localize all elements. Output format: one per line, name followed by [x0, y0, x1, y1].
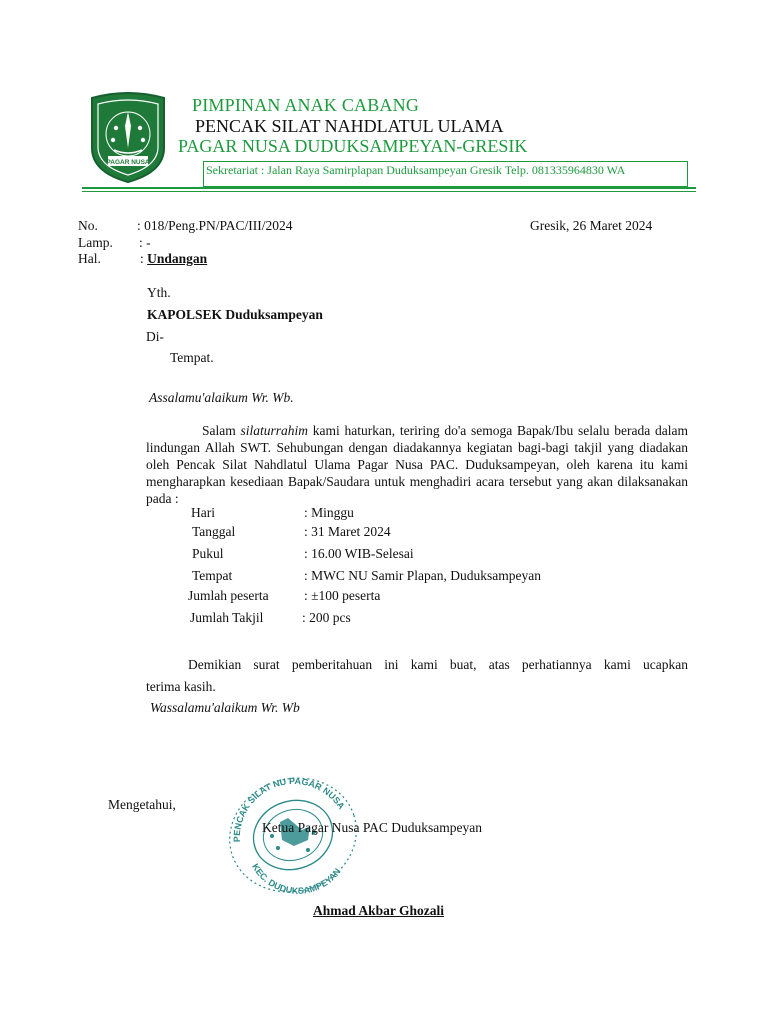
no-value: : 018/Peng.PN/PAC/III/2024 [137, 218, 293, 233]
organization-logo [86, 92, 170, 184]
recipient-di: Di- [146, 329, 164, 344]
header-line-1: PIMPINAN ANAK CABANG [192, 95, 420, 115]
para-start: Salam [202, 423, 241, 438]
para-rest: kami haturkan, teriring do'a semoga Bapak/Ibu selalu berada dalam lindungan Allah SWT. Sehubungan dengan diadakannya kegiatan bagi-bagi takjil yang diadakan oleh Pencak Silat Nahdlatul Ulama Pagar Nusa PAC. Duduksampeyan, oleh karena itu kami mengharapkan kesediaan Bapak/Saudara untuk menghadiri acara tersebut yang akan dilaksanakan pada : [146, 423, 688, 506]
lamp-value: : - [139, 235, 151, 250]
stamp-text-bottom: KEC. DUDUKSAMPEYAN [250, 861, 343, 896]
detail-label-pukul: Pukul [192, 546, 224, 561]
header-line-2: PENCAK SILAT NAHDLATUL ULAMA [195, 116, 504, 136]
signatory-name: Ahmad Akbar Ghozali [313, 903, 445, 918]
detail-value-pukul: : 16.00 WIB-Selesai [304, 546, 414, 561]
hal-value [140, 251, 207, 267]
para-italic: silaturrahim [240, 423, 309, 438]
farewell: Wassalamu'alaikum Wr. Wb [150, 700, 300, 715]
detail-value-tanggal: : 31 Maret 2024 [304, 524, 391, 539]
recipient-tempat: Tempat. [170, 350, 214, 365]
svg-text:KEC. DUDUKSAMPEYAN [250, 862, 342, 896]
detail-value-hari: : Minggu [304, 505, 354, 520]
hal-label: Hal. [78, 251, 101, 266]
detail-label-tanggal: Tanggal [192, 524, 236, 539]
lamp-label: Lamp. [78, 235, 113, 250]
recipient-yth: Yth. [147, 285, 171, 300]
closing-line-2: terima kasih. [146, 679, 216, 694]
detail-label-takjil: Jumlah Takjil [190, 610, 264, 625]
svg-text:PAGAR NUSA: PAGAR NUSA [106, 159, 150, 166]
detail-label-tempat: Tempat [192, 568, 233, 583]
header-rule-thick [82, 187, 696, 189]
place-date: Gresik, 26 Maret 2024 [530, 218, 653, 233]
no-label: No. [78, 218, 98, 233]
body-paragraph [146, 422, 688, 507]
stamp-text-top: PENCAK SILAT NU PAGAR NUSA [231, 775, 347, 843]
detail-label-hari: Hari [191, 505, 215, 520]
hal-colon: : [140, 251, 144, 266]
header-rule-thin [82, 191, 696, 192]
hal-subject: Undangan [147, 251, 208, 266]
secretariat-box: Sekretariat : Jalan Raya Samirplapan Duduksampeyan Gresik Telp. 081335964830 WA [203, 161, 688, 187]
closing-line-1: Demikian surat pemberitahuan ini kami buat, atas perhatiannya kami ucapkan [188, 657, 688, 672]
recipient-name: KAPOLSEK Duduksampeyan [147, 307, 323, 322]
greeting: Assalamu'alaikum Wr. Wb. [149, 390, 294, 405]
signatory-role: Ketua Pagar Nusa PAC Duduksampeyan [262, 820, 482, 835]
detail-value-takjil: : 200 pcs [302, 610, 351, 625]
detail-value-peserta: : ±100 peserta [304, 588, 381, 603]
header-line-3: PAGAR NUSA DUDUKSAMPEYAN-GRESIK [178, 136, 528, 156]
detail-value-tempat: : MWC NU Samir Plapan, Duduksampeyan [304, 568, 541, 583]
mengetahui: Mengetahui, [108, 797, 176, 812]
detail-label-peserta: Jumlah peserta [188, 588, 269, 603]
